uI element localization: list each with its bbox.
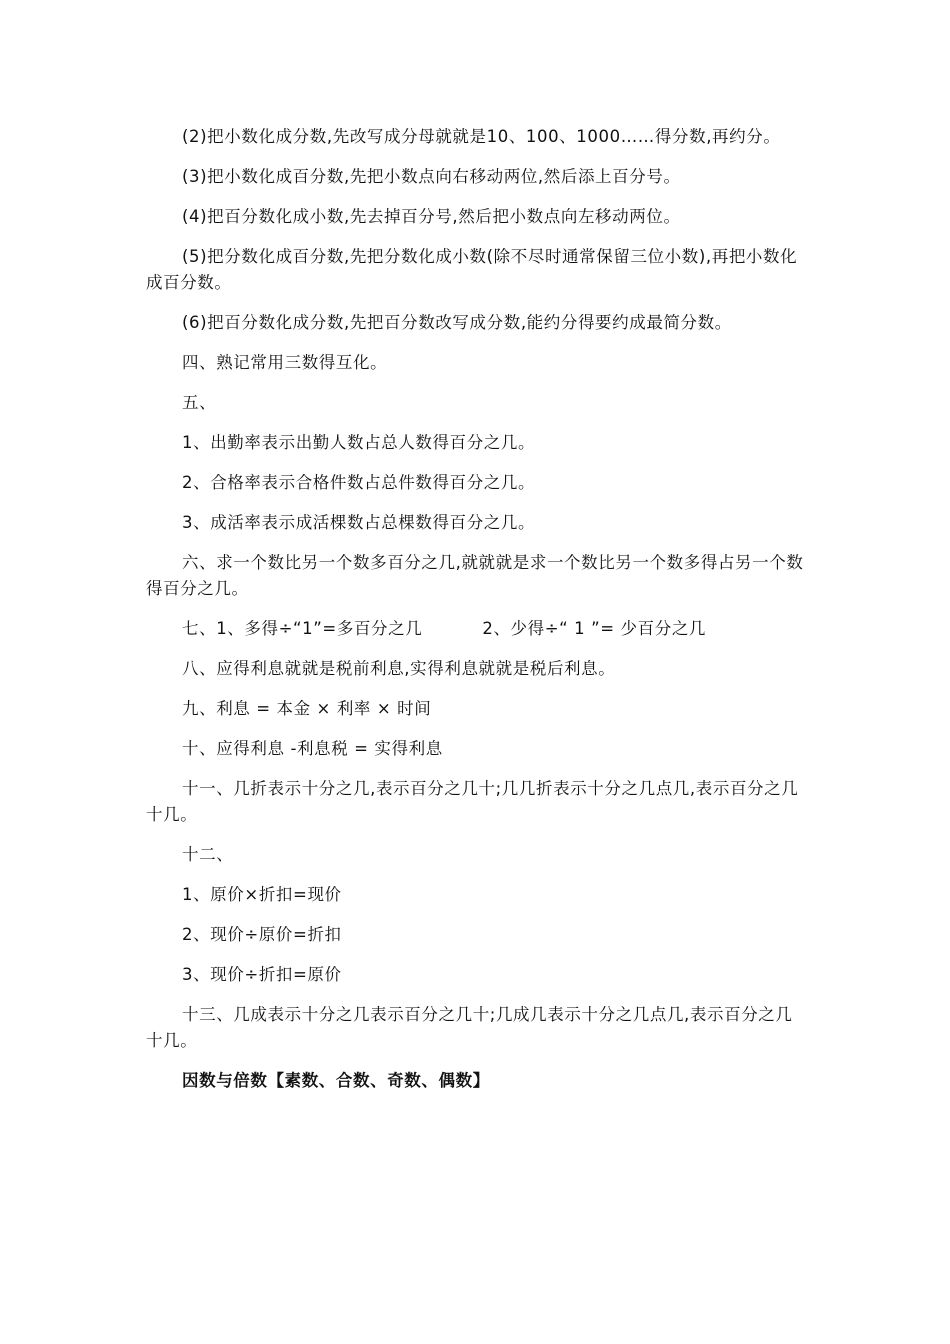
list-item: 1、出勤率表示出勤人数占总人数得百分之几。 xyxy=(182,433,536,452)
formula-line: 十、应得利息 -利息税 = 实得利息 xyxy=(182,739,443,758)
formula-part-2: 2、少得÷“ 1 ”= 少百分之几 xyxy=(482,619,707,638)
section-heading: 十二、 xyxy=(182,845,234,864)
formula-part-1: 七、1、多得÷“1”=多百分之几 xyxy=(182,619,423,638)
formula-line: 3、现价÷折扣=原价 xyxy=(182,965,342,984)
paragraph: 十三、几成表示十分之几表示百分之几十;几成几表示十分之几点几,表示百分之几十几。 xyxy=(146,1005,793,1050)
list-item: 2、合格率表示合格件数占总件数得百分之几。 xyxy=(182,473,536,492)
paragraph: (3)把小数化成百分数,先把小数点向右移动两位,然后添上百分号。 xyxy=(182,167,681,186)
paragraph: 十一、几折表示十分之几,表示百分之几十;几几折表示十分之几点几,表示百分之几十几。 xyxy=(146,779,799,824)
formula-line: 九、利息 = 本金 × 利率 × 时间 xyxy=(182,699,432,718)
list-item: 3、成活率表示成活棵数占总棵数得百分之几。 xyxy=(182,513,536,532)
section-heading: 四、熟记常用三数得互化。 xyxy=(182,353,388,372)
paragraph: (2)把小数化成分数,先改写成分母就就是10、100、1000……得分数,再约分。 xyxy=(182,127,781,146)
formula-line xyxy=(146,616,806,642)
paragraph: 八、应得利息就就是税前利息,实得利息就就是税后利息。 xyxy=(182,659,616,678)
document-page xyxy=(146,124,806,1108)
paragraph: (4)把百分数化成小数,先去掉百分号,然后把小数点向左移动两位。 xyxy=(182,207,681,226)
formula-line: 1、原价×折扣=现价 xyxy=(182,885,342,904)
bold-heading: 因数与倍数【素数、合数、奇数、偶数】 xyxy=(182,1071,490,1090)
formula-line: 2、现价÷原价=折扣 xyxy=(182,925,342,944)
paragraph: (5)把分数化成百分数,先把分数化成小数(除不尽时通常保留三位小数),再把小数化成百分数。 xyxy=(146,247,798,292)
paragraph: (6)把百分数化成分数,先把百分数改写成分数,能约分得要约成最简分数。 xyxy=(182,313,732,332)
section-heading: 五、 xyxy=(182,393,217,412)
paragraph: 六、求一个数比另一个数多百分之几,就就就是求一个数比另一个数多得占另一个数得百分之几。 xyxy=(146,553,804,598)
